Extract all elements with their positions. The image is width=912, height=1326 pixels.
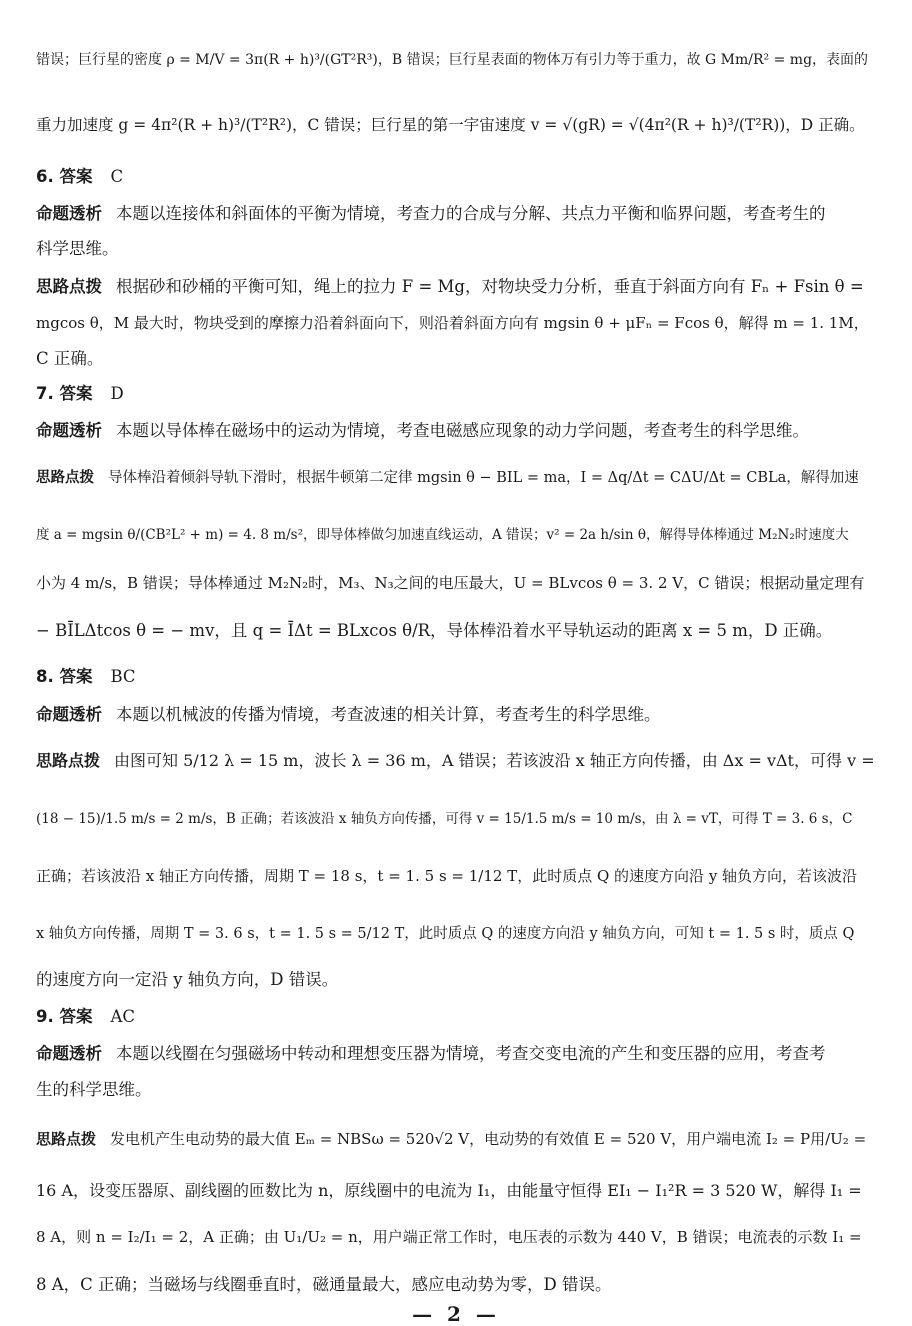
q7-analysis-text-1: 本题以导体棒在磁场中的运动为情境，考查电磁感应现象的动力学问题，考查考生的科学思维。 bbox=[116, 421, 809, 440]
q6-analysis-line-1 bbox=[36, 201, 878, 227]
q7-answer: D bbox=[110, 384, 124, 403]
q9-label: 9. 答案 bbox=[36, 1007, 93, 1026]
q9-hint-text-1: 发电机产生电动势的最大值 Eₘ = NBSω = 520√2 V，电动势的有效值 E = 520 V，用户端电流 I₂ = P用/U₂ = bbox=[110, 1130, 867, 1148]
q6-analysis-label: 命题透析 bbox=[36, 204, 102, 223]
q9-heading bbox=[36, 1004, 878, 1030]
q9-answer: AC bbox=[110, 1007, 136, 1026]
q6-hint-label: 思路点拨 bbox=[36, 277, 102, 296]
q8-label: 8. 答案 bbox=[36, 667, 93, 686]
q9-analysis-label: 命题透析 bbox=[36, 1044, 102, 1063]
q6-hint-line-1 bbox=[36, 274, 878, 300]
q9-hint-line-3: 8 A，则 n = I₂/I₁ = 2，A 正确；由 U₁/U₂ = n，用户端正常工作时，电压表的示数为 440 V，B 错误；电流表的示数 I₁ = bbox=[36, 1228, 862, 1246]
q7-label: 7. 答案 bbox=[36, 384, 93, 403]
q9-hint-line-4: 8 A，C 正确；当磁场与线圈垂直时，磁通量最大，感应电动势为零，D 错误。 bbox=[36, 1275, 612, 1294]
q8-hint-line-4: x 轴负方向传播，周期 T = 3. 6 s，t = 1. 5 s = 5/12 T，此时质点 Q 的速度方向沿 y 轴负方向，可知 t = 1. 5 s 时，质点 Q bbox=[36, 926, 855, 942]
q9-analysis-line-1 bbox=[36, 1041, 878, 1067]
q8-hint-line-3: 正确；若该波沿 x 轴正方向传播，周期 T = 18 s，t = 1. 5 s = 1/12 T，此时质点 Q 的速度方向沿 y 轴负方向，若该波沿 bbox=[36, 867, 858, 885]
q6-heading bbox=[36, 164, 878, 190]
q6-hint-line-3: C 正确。 bbox=[36, 349, 104, 368]
q8-hint-line-5: 的速度方向一定沿 y 轴负方向，D 错误。 bbox=[36, 970, 339, 989]
q5-line-2: 重力加速度 g = 4π²(R + h)³/(T²R²)，C 错误；巨行星的第一宇宙速度 v = √(gR) = √(4π²(R + h)³/(T²R))，D 正确。 bbox=[36, 116, 865, 134]
q7-hint-line-2: 度 a = mgsin θ/(CB²L² + m) = 4. 8 m/s²，即导体棒做匀加速直线运动，A 错误；v² = 2a h/sin θ，解得导体棒通过 M₂N₂时速度大 bbox=[36, 527, 849, 543]
q8-hint-label: 思路点拨 bbox=[36, 751, 101, 770]
q7-hint-text-1: 导体棒沿着倾斜导轨下滑时，根据牛顿第二定律 mgsin θ − BIL = ma，I = Δq/Δt = CΔU/Δt = CBLa，解得加速 bbox=[108, 470, 859, 486]
q5-line-1: 错误；巨行星的密度 ρ = M/V = 3π(R + h)³/(GT²R³)，B 错误；巨行星表面的物体万有引力等于重力，故 G Mm/R² = mg，表面的 bbox=[36, 52, 869, 68]
q6-hint-line-2: mgcos θ，M 最大时，物块受到的摩擦力沿着斜面向下，则沿着斜面方向有 mgsin θ + μFₙ = Fcos θ，解得 m = 1. 1M， bbox=[36, 314, 869, 332]
q6-analysis-line-2: 科学思维。 bbox=[36, 239, 119, 258]
q9-analysis-line-2: 生的科学思维。 bbox=[36, 1080, 152, 1099]
q8-hint-line-2: (18 − 15)/1.5 m/s = 2 m/s，B 正确；若该波沿 x 轴负方向传播，可得 v = 15/1.5 m/s = 10 m/s，由 λ = vT，可得 T = 3. 6 s，C bbox=[36, 811, 853, 827]
q7-heading bbox=[36, 381, 878, 407]
q9-hint-label: 思路点拨 bbox=[36, 1130, 97, 1148]
q6-hint-text-1: 根据砂和砂桶的平衡可知，绳上的拉力 F = Mg，对物块受力分析，垂直于斜面方向有 Fₙ + Fsin θ = bbox=[116, 277, 864, 296]
q6-answer: C bbox=[110, 167, 124, 186]
q6-label: 6. 答案 bbox=[36, 167, 93, 186]
q7-hint-line-1 bbox=[36, 465, 878, 491]
q7-hint-label: 思路点拨 bbox=[36, 470, 94, 486]
q9-analysis-text-1: 本题以线圈在匀强磁场中转动和理想变压器为情境，考查交变电流的产生和变压器的应用，考查考 bbox=[116, 1044, 826, 1063]
q8-heading bbox=[36, 664, 878, 690]
q8-answer: BC bbox=[110, 667, 136, 686]
q7-hint-line-3: 小为 4 m/s，B 错误；导体棒通过 M₂N₂时，M₃、N₃之间的电压最大，U = BLvcos θ = 3. 2 V，C 错误；根据动量定理有 bbox=[36, 574, 865, 592]
page-number: — 2 — bbox=[412, 1302, 500, 1326]
q6-analysis-text-1: 本题以连接体和斜面体的平衡为情境，考查力的合成与分解、共点力平衡和临界问题，考查考生的 bbox=[116, 204, 826, 223]
q8-analysis-line-1 bbox=[36, 702, 878, 728]
q7-analysis-line-1 bbox=[36, 418, 878, 444]
q9-hint-line-1 bbox=[36, 1126, 878, 1152]
q7-hint-line-4: − BĪLΔtcos θ = − mv，且 q = ĪΔt = BLxcos θ/R，导体棒沿着水平导轨运动的距离 x = 5 m，D 正确。 bbox=[36, 621, 833, 640]
q8-hint-text-1: 由图可知 5/12 λ = 15 m，波长 λ = 36 m，A 错误；若该波沿 x 轴正方向传播，由 Δx = vΔt，可得 v = bbox=[114, 751, 875, 770]
q9-hint-line-2: 16 A，设变压器原、副线圈的匝数比为 n，原线圈中的电流为 I₁，由能量守恒得 EI₁ − I₁²R = 3 520 W，解得 I₁ = bbox=[36, 1181, 862, 1200]
q7-analysis-label: 命题透析 bbox=[36, 421, 102, 440]
q8-hint-line-1 bbox=[36, 748, 878, 774]
q8-analysis-text-1: 本题以机械波的传播为情境，考查波速的相关计算，考查考生的科学思维。 bbox=[116, 705, 661, 724]
q8-analysis-label: 命题透析 bbox=[36, 705, 102, 724]
